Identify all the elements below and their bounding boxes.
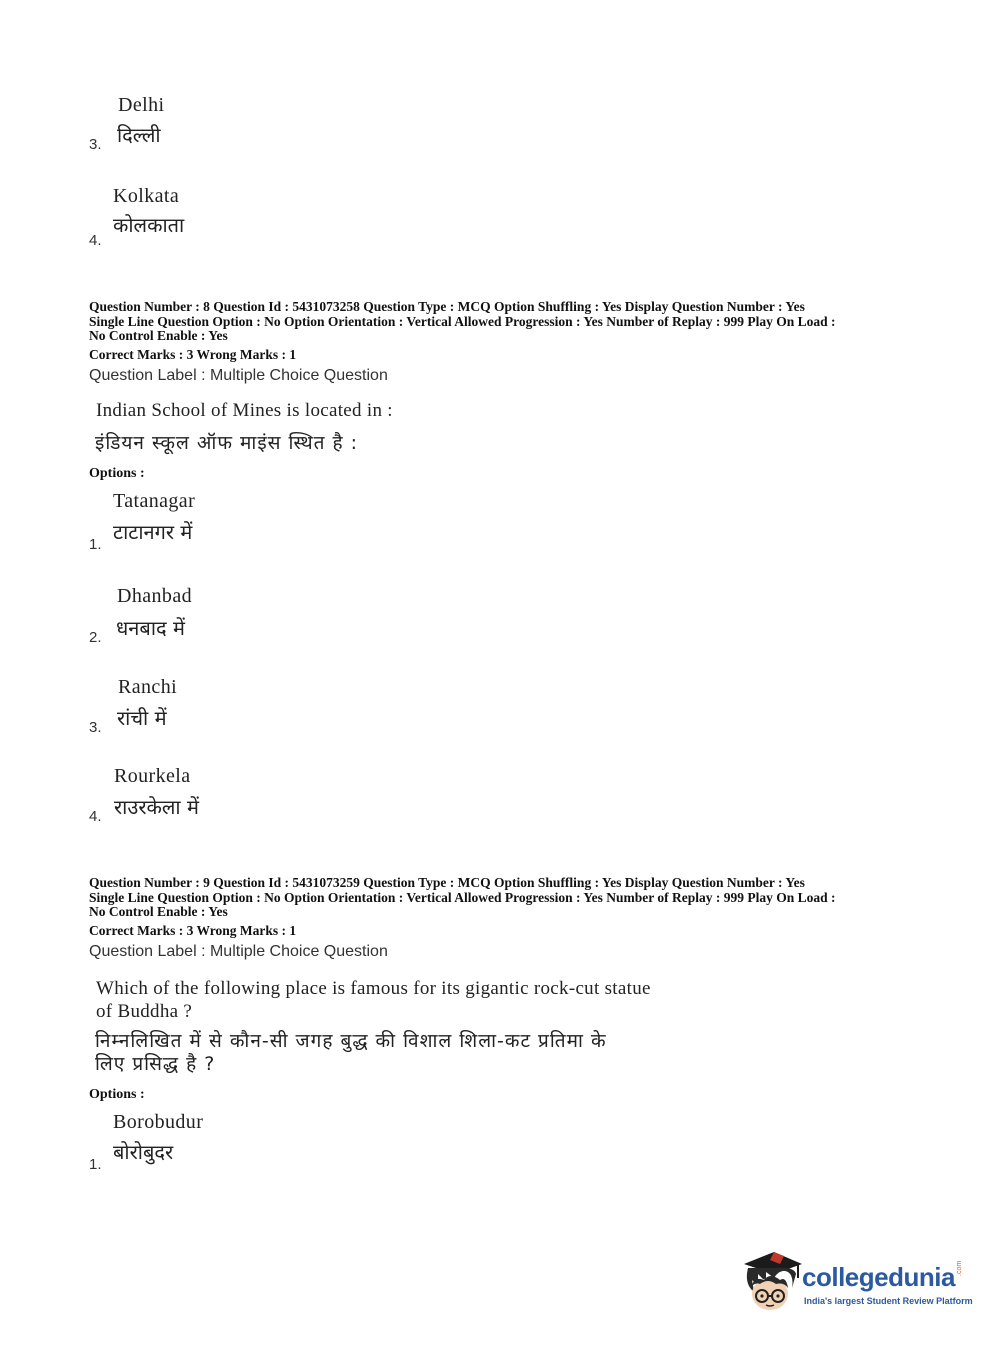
q8-option-3-english: Ranchi: [118, 676, 178, 698]
student-mascot-icon: [740, 1246, 802, 1312]
prev-option-3-hindi: दिल्ली: [117, 123, 161, 147]
q9-meta-line-2: Single Line Question Option : No Option Orientation : Vertical Allowed Progression : Yes Number of Replay : 999 Play On Load :: [89, 889, 836, 905]
logo-suffix: .com: [956, 1260, 963, 1276]
q8-option-1-number: 1.: [89, 536, 102, 553]
q8-option-2-english: Dhanbad: [117, 585, 192, 607]
q9-option-1-english: Borobudur: [113, 1111, 204, 1133]
q8-question-text-english: Indian School of Mines is located in :: [96, 400, 393, 421]
q8-options-heading: Options :: [89, 466, 145, 481]
q8-option-1-hindi: टाटानगर में: [113, 520, 193, 544]
q9-meta-line-1: Question Number : 9 Question Id : 5431073259 Question Type : MCQ Option Shuffling : Yes Display Question Number : Yes: [89, 875, 805, 890]
q8-option-4-english: Rourkela: [114, 765, 191, 787]
logo-name: collegedunia: [802, 1262, 955, 1292]
q9-options-heading: Options :: [89, 1087, 145, 1102]
q9-question-text-english-line-2: of Buddha ?: [96, 1001, 193, 1022]
q8-question-label: Question Label : Multiple Choice Question: [89, 367, 388, 384]
q9-meta-line-3: No Control Enable : Yes: [89, 904, 228, 919]
logo-tagline: India's largest Student Review Platform: [804, 1296, 973, 1306]
q8-question-text-hindi: इंडियन स्कूल ऑफ माइंस स्थित है :: [95, 432, 359, 454]
prev-option-3-number: 3.: [89, 136, 102, 153]
q8-option-3-number: 3.: [89, 719, 102, 736]
q8-option-2-hindi: धनबाद में: [116, 616, 185, 640]
q8-option-2-number: 2.: [89, 629, 102, 646]
q9-question-label: Question Label : Multiple Choice Question: [89, 943, 388, 960]
q8-meta-line-2: Single Line Question Option : No Option Orientation : Vertical Allowed Progression : Yes Number of Replay : 999 Play On Load :: [89, 313, 836, 329]
prev-option-3-english: Delhi: [118, 94, 165, 116]
q8-option-3-hindi: रांची में: [117, 706, 167, 730]
prev-option-4-english: Kolkata: [113, 185, 180, 207]
q8-marks: Correct Marks : 3 Wrong Marks : 1: [89, 347, 297, 362]
collegedunia-logo: [740, 1246, 973, 1318]
q8-option-4-hindi: राउरकेला में: [114, 795, 199, 819]
q8-meta-line-1: Question Number : 8 Question Id : 5431073258 Question Type : MCQ Option Shuffling : Yes Display Question Number : Yes: [89, 299, 805, 314]
prev-option-4-hindi: कोलकाता: [113, 213, 185, 237]
q9-question-text-hindi-line-2: लिए प्रसिद्ध है ?: [95, 1053, 216, 1075]
q8-meta-line-3: No Control Enable : Yes: [89, 328, 228, 343]
q8-option-4-number: 4.: [89, 808, 102, 825]
q9-question-text-english-line-1: Which of the following place is famous for its gigantic rock-cut statue: [96, 978, 651, 999]
q8-option-1-english: Tatanagar: [113, 490, 196, 512]
prev-option-4-number: 4.: [89, 232, 102, 249]
q9-question-text-hindi-line-1: निम्नलिखित में से कौन-सी जगह बुद्ध की विशाल शिला-कट प्रतिमा के: [95, 1030, 607, 1052]
q9-marks: Correct Marks : 3 Wrong Marks : 1: [89, 923, 297, 938]
q9-option-1-number: 1.: [89, 1156, 102, 1173]
q9-option-1-hindi: बोरोबुदर: [113, 1140, 174, 1164]
